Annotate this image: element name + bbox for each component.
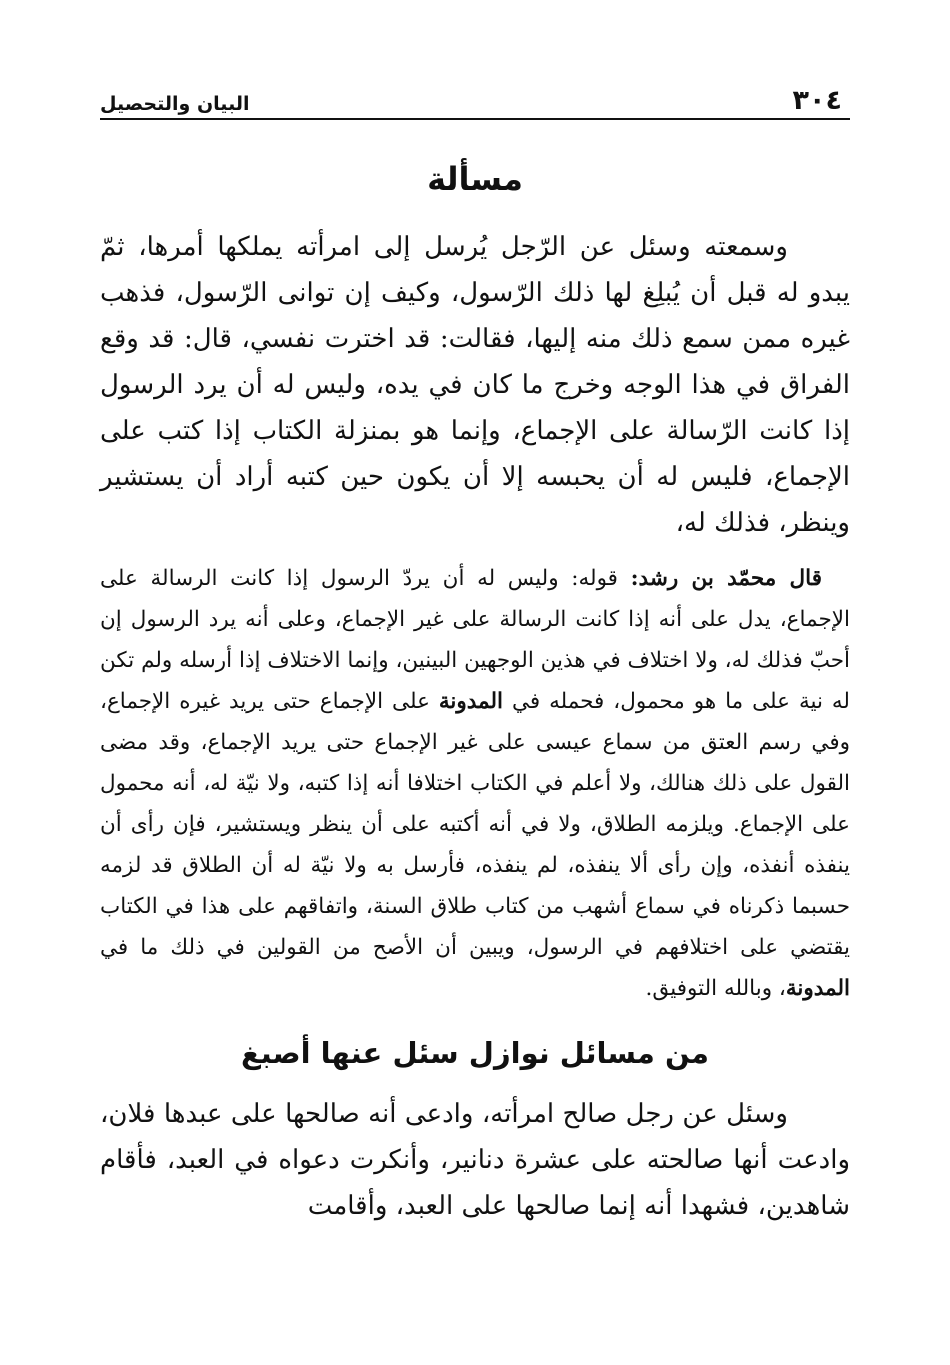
section-title: مسألة [427, 160, 523, 198]
commentary-paragraph [100, 558, 850, 1009]
mudawwana-reference-2: المدونة [785, 976, 850, 1002]
subsection-title: من مسائل نوازل سئل عنها أصبغ [240, 1036, 710, 1071]
commentary-author-label: قال محمّد بن رشد: [630, 566, 822, 592]
asbagh-question-paragraph: وسئل عن رجل صالح امرأته، وادعى أنه صالحها على عبدها فلان، وادعت أنها صالحته على عشرة دنانير، وأنكرت دعواه في العبد، فأقام شاهدين، فشهدا أنه إنما صالحها على العبد، وأقامت [100, 1099, 850, 1222]
commentary-text-part2: على الإجماع حتى يريد غيره الإجماع، وفي رسم العتق من سماع عيسى على غير الإجماع حتى يريد الإجماع، وقد مضى القول على ذلك هنالك، ولا أعلم في الكتاب اختلافا أنه إذا كتبه، ولا نيّة له، أنه محمول على الإجماع. ويلزمه الطلاق، ولا في أنه أكتبه على أن ينظر ويستشير، فإن رأى أن ينفذه أنفذه، وإن رأى ألا ينفذه، لم ينفذه، فأرسل به ولا نيّة له أن الطلاق قد لزمه حسبما ذكرناه في سماع أشهب من كتاب طلاق السنة، واتفاقهم على هذا في الكتاب يقتضي على اختلافهم في الرسول، ويبين أن الأصح من القولين في ذلك ما في [100, 689, 850, 961]
commentary-text-part1: قوله: وليس له أن يردّ الرسول إذا كانت الرسالة على الإجماع، يدل على أنه إذا كانت الرسالة على غير الإجماع، وعلى أنه يرد الرسول إن أحبّ فذلك له، ولا اختلاف في هذين الوجهين البينين، وإنما الاختلاف إذا أرسله ولم تكن له نية على ما هو محمول، فحمله في [100, 566, 850, 715]
question-paragraph: وسمعته وسئل عن الرّجل يُرسل إلى امرأته يملكها أمرها، ثمّ يبدو له قبل أن يُبلِغ لها ذلك الرّسول، وكيف إن توانى الرّسول، فذهب غيره ممن سمع ذلك منه إليها، فقالت: قد اخترت نفسي، قال: قد وقع الفراق في هذا الوجه وخرج ما كان في يده، وليس له أن يرد الرسول إذا كانت الرّسالة على الإجماع، وإنما هو بمنزلة الكتاب إذا كتب على الإجماع، فليس له أن يحبسه إلا أن يكون حين كتبه أراد أن يستشير وينظر، فذلك له، [100, 232, 850, 539]
mudawwana-reference-1: المدونة [438, 689, 503, 715]
commentary-text-part3: ، وبالله التوفيق. [645, 976, 786, 1002]
book-title: البيان والتحصيل [100, 93, 250, 115]
page-number: ٣٠٤ [792, 85, 842, 116]
running-header [100, 78, 850, 120]
